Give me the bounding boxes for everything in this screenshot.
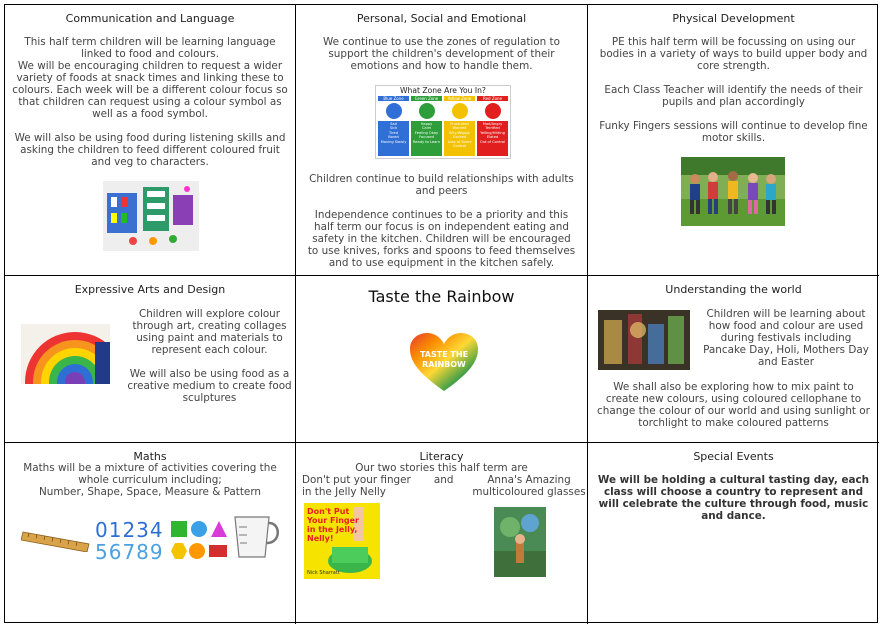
paragraph: We will also be using food during listening skills and asking the children to feed different coloured fruit and veg to characters. — [14, 132, 286, 168]
zone-column — [477, 96, 508, 156]
zone-column — [411, 96, 442, 156]
heart-text-line1: TASTE THE — [419, 350, 469, 359]
topic-title-cell — [296, 276, 588, 443]
communication-language-cell — [5, 5, 296, 276]
cell-title: Physical Development — [672, 12, 795, 25]
cell-title: Communication and Language — [65, 12, 235, 25]
zone-header: Green Zone — [411, 96, 442, 101]
book-title-line: Nelly! — [307, 534, 334, 543]
zone-column — [378, 96, 409, 156]
cell-text: Our two stories this half term are — [355, 462, 528, 474]
zone-face-icon — [378, 101, 409, 121]
cell-text: We continue to use the zones of regulation to support the children's development of their emotions and how to handle them. — [323, 36, 560, 72]
zone-header: Yellow Zone — [444, 96, 475, 101]
annas-glasses-book-cover — [494, 507, 546, 577]
zone-column — [444, 96, 475, 156]
cell-title: Maths — [133, 450, 167, 463]
cell-title: Special Events — [693, 450, 774, 463]
zone-description: Frustrated Worried Silly/Wiggly Excited Loss of Some Control — [444, 121, 475, 156]
measuring-jug-image — [229, 513, 285, 561]
literacy-cell — [296, 443, 588, 624]
cell-title: Understanding the world — [665, 283, 802, 296]
zone-description: Sad Sick Tired Bored Moving Slowly — [378, 121, 409, 156]
rainbow-collage-image — [21, 324, 110, 384]
book-author: Nick Sharratt — [307, 570, 340, 576]
cell-title: Literacy — [419, 450, 464, 463]
zone-face-icon — [477, 101, 508, 121]
paragraph: Each Class Teacher will identify the needs of their pupils and plan accordingly — [604, 84, 863, 108]
ruler-image — [21, 522, 91, 552]
zones-row — [376, 96, 510, 156]
zone-header: Blue Zone — [378, 96, 409, 101]
book-title-line: in the Jelly, — [307, 525, 358, 534]
food-sorting-toy-image — [103, 181, 199, 251]
cell-text: We shall also be exploring how to mix paint to create new colours, using coloured cellophane to change the colour of our world and using sunlight or torchlight to make coloured patterns — [597, 381, 870, 429]
special-events-cell — [588, 443, 879, 624]
zones-chart-title: What Zone Are You In? — [400, 86, 486, 95]
maths-cell — [5, 443, 296, 624]
paragraph: We will also be using food as a creative medium to create food sculptures — [127, 368, 292, 404]
cell-title: Expressive Arts and Design — [74, 283, 226, 296]
shapes-image — [169, 519, 229, 563]
cell-text: Children continue to build relationships with adults and peers — [309, 173, 574, 197]
pse-cell — [296, 5, 588, 276]
cell-text — [127, 308, 292, 404]
topic-title: Taste the Rainbow — [368, 287, 515, 306]
cell-text: Maths will be a mixture of activities covering the whole curriculum including; Number, Shape, Space, Measure & Pattern — [23, 462, 277, 498]
zone-description: Happy Calm Feeling Okay Focused Ready to Learn — [411, 121, 442, 156]
cell-text — [596, 36, 871, 144]
expressive-arts-cell — [5, 276, 296, 443]
zones-of-regulation-chart — [375, 85, 511, 159]
topic-web-grid — [4, 4, 878, 623]
zone-header: Red Zone — [477, 96, 508, 101]
zone-description: Mad/Angry Terrified Yelling/Hitting Elated Out of Control — [477, 121, 508, 156]
book-title-line: Your Finger — [307, 516, 359, 525]
number-digits — [95, 519, 175, 563]
understanding-world-cell — [588, 276, 879, 443]
paragraph: PE this half term will be focussing on using our bodies in a variety of ways to build upper body and core strength. — [599, 36, 868, 72]
physical-development-cell — [588, 5, 879, 276]
paragraph: Children will explore colour through art, creating collages using paint and materials to represent each colour. — [132, 308, 287, 356]
digits-row: 01234 — [95, 518, 164, 542]
paragraph: This half term children will be learning language linked to food and colours. We will be encouraging children to request a wider variety of foods at snack times and linking these to colours. Each week will be a different colour focus so that children can request using a colour symbol as well as a food symbol. — [12, 36, 288, 120]
book-title-line: Don't Put — [307, 507, 350, 516]
cell-title: Personal, Social and Emotional — [356, 12, 527, 25]
jelly-nelly-book-cover — [304, 503, 380, 579]
zone-face-icon — [411, 101, 442, 121]
children-running-photo — [681, 157, 785, 226]
paragraph: Funky Fingers sessions will continue to develop fine motor skills. — [599, 120, 868, 144]
cell-text: We will be holding a cultural tasting day, each class will choose a country to represent and will celebrate the culture through food, music and dance. — [597, 474, 870, 522]
cell-text: Independence continues to be a priority and this half term our focus is on independent eating and safety in the kitchen. Children will be encouraged to use knives, forks and spoons to feed themselves and to use equipment in the kitchen safely. — [307, 209, 576, 269]
cell-text: Children will be learning about how food and colour are used during festivals including Pancake Day, Holi, Mothers Day and Easter — [703, 308, 869, 368]
heart-text-line2: RAINBOW — [422, 360, 466, 369]
cellophane-light-photo — [598, 310, 690, 370]
zone-face-icon — [444, 101, 475, 121]
cell-text — [11, 36, 289, 168]
cell-text: Anna's Amazing multicoloured glasses — [472, 474, 586, 498]
digits-row: 56789 — [95, 540, 164, 564]
book-title — [307, 507, 359, 543]
rainbow-heart-image — [408, 331, 480, 393]
cell-text: Don't put your finger and in the Jelly Nelly — [302, 474, 454, 498]
